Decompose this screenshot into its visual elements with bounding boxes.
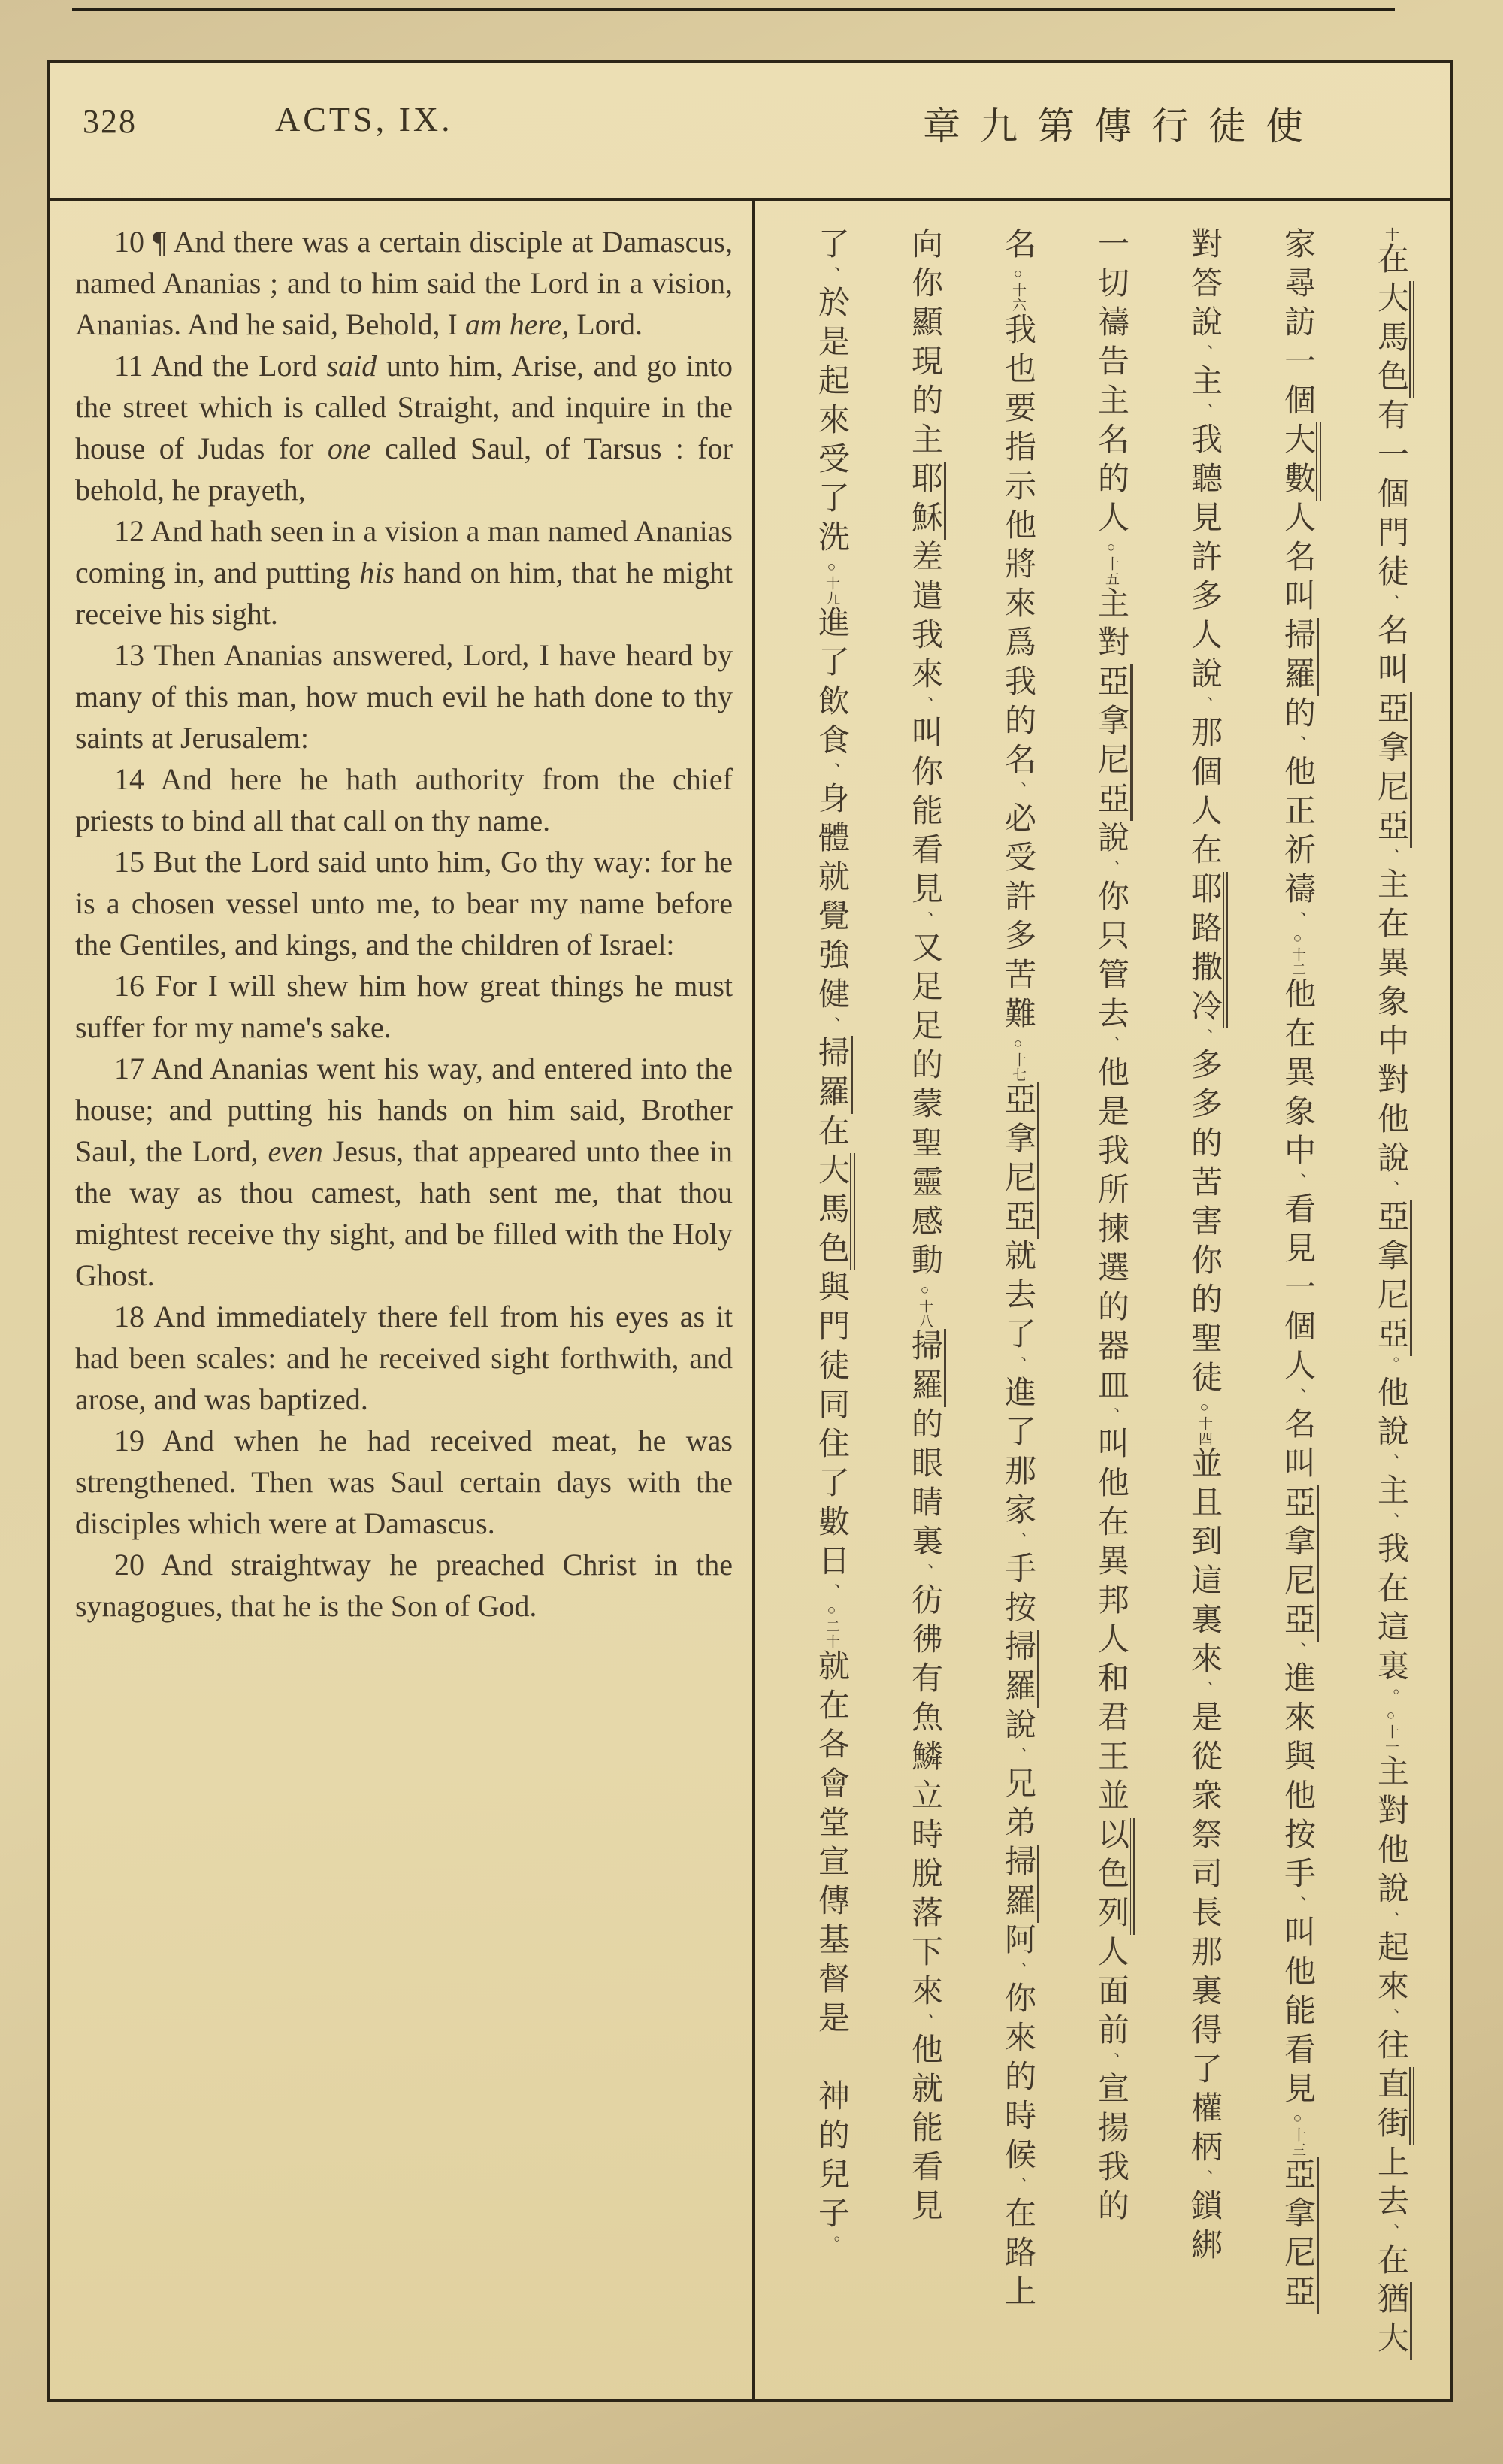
verse-text: 17 And Ananias went his way, and entered into the house; and putting his hands on him said, Brother Saul, the Lord, [75,1052,733,1168]
verse-text: 18 And immediately there fell from his eyes as it had been scales: and he received sight forthwith, and arose, and was baptized. [75,1300,733,1416]
punctuation-mark: 、 [915,911,934,931]
chinese-text: 在 [1373,242,1408,281]
punctuation-mark: 、 [1009,2177,1027,2196]
verse-paragraph [75,510,733,634]
verse-number-marker: ○十六 [1010,266,1026,313]
punctuation-mark: 。 [1381,1688,1400,1708]
supplied-word-italic: his [359,555,395,589]
verse-paragraph [75,1048,733,1296]
chinese-text: 說、你只管去、他是我所揀選的器皿、叫他在異邦人和君王並 [1093,821,1128,1818]
chinese-column [1250,227,1344,2362]
chinese-text: 家尋訪一個 [1280,227,1314,422]
chinese-column [1344,227,1437,2362]
proper-name: 亞拿尼亞 [1280,1485,1319,1642]
verse-paragraph [75,841,733,965]
chinese-text: 就去了、進了那家、手按 [1000,1239,1035,1630]
verse-number-marker: ○十九 [824,559,839,606]
proper-name: 大馬色 [1373,281,1414,398]
punctuation-mark: 、 [1195,2169,1214,2189]
chinese-text: 、主在異象中對他說、 [1373,848,1408,1200]
running-title-english: ACTS, IX. [275,100,453,138]
chinese-text: 就在各會堂宣傳基督是 神的兒子。 [814,1649,848,2255]
verse-number-marker: ○十三 [1290,2111,1305,2157]
verse-number-marker: ○十二 [1290,931,1305,977]
punctuation-mark: 、 [915,696,934,716]
punctuation-mark: 、 [1381,848,1400,867]
punctuation-mark: 、 [1381,1911,1400,1930]
chinese-text: 並且到這裏來、是從衆祭司長那裏得了權柄、鎖綁 [1187,1446,1221,2267]
chinese-text-column [755,201,1450,2399]
proper-name: 猶大 [1373,2282,1412,2360]
punctuation-mark: 、 [1195,1028,1214,1048]
chinese-text: 、多多的苦害你的聖徒 [1187,1028,1221,1400]
verse-text: called Saul, of Tarsus : for behold, he prayeth, [75,431,733,507]
proper-name: 大馬色 [814,1153,855,1270]
verse-number-marker: ○十四 [1196,1400,1212,1446]
punctuation-mark: 、 [1102,1036,1120,1055]
proper-name: 掃羅 [814,1036,853,1114]
punctuation-mark: 、 [1195,344,1214,364]
punctuation-mark: 、 [1288,911,1307,931]
punctuation-mark: 、 [1288,1642,1307,1661]
verse-text: 14 And here he hath authority from the chief priests to bind all that call on thy name. [75,762,733,837]
punctuation-mark: 、 [1009,1532,1027,1551]
verse-paragraph [75,221,733,345]
punctuation-mark: 、 [1102,2052,1120,2072]
proper-name: 以色列 [1093,1818,1135,1935]
verse-number-marker: ○十一 [1383,1708,1399,1754]
chinese-text: 他在異象中、看見一個人、名叫 [1280,977,1314,1485]
proper-name: 耶穌 [907,462,946,540]
verse-number-marker: 十 [1383,227,1399,242]
chinese-text: 人面前、宣揚我的 [1093,1935,1128,2228]
punctuation-mark: 、 [1381,2008,1400,2028]
punctuation-mark: 、 [1288,1173,1307,1192]
chinese-text: 了、於是起來受了洗 [814,227,848,559]
proper-name: 亞拿尼亞 [1093,664,1133,821]
proper-name: 掃羅 [1000,1845,1039,1923]
chinese-text: 一切禱告主名的人 [1093,227,1128,540]
chinese-text: 向你顯現的主 [907,227,942,462]
chinese-text: 對答說、主、我聽見許多人說、那個人在 [1187,227,1221,872]
chinese-column [971,227,1064,2362]
punctuation-mark: 、 [1288,1896,1307,1915]
punctuation-mark: 、 [1288,735,1307,755]
verse-text: 16 For I will shew him how great things he must suffer for my name's sake. [75,969,733,1044]
chinese-text: 有一個門徒、名叫 [1373,398,1408,692]
punctuation-mark: 、 [1009,1747,1027,1766]
punctuation-mark: 、 [822,1583,841,1603]
punctuation-mark: 。 [822,2235,841,2255]
punctuation-mark: 、 [1381,1512,1400,1532]
verse-text: 12 And hath seen in a vision a man named Ananias coming in, and putting [75,514,733,589]
page-top-rule [72,8,1395,11]
punctuation-mark: 、 [1195,696,1214,716]
supplied-word-italic: am here, [464,307,570,341]
chinese-text: 名 [1000,227,1035,266]
verse-paragraph [75,965,733,1048]
chinese-text: 與門徒同住了數日、 [814,1270,848,1603]
chinese-text: 人名叫 [1280,501,1314,618]
running-title-chinese: 章九第傳行徒使 [923,105,1323,147]
proper-name: 直街 [1373,2067,1414,2145]
page-header [50,63,1450,201]
punctuation-mark: 、 [1195,403,1214,422]
punctuation-mark: 、 [1102,860,1120,879]
proper-name: 亞拿尼亞 [1280,2157,1319,2314]
proper-name: 掃羅 [907,1329,946,1407]
proper-name: 耶路撒冷 [1187,872,1228,1028]
chinese-text: 在 [814,1114,848,1153]
supplied-word-italic: said [326,349,377,383]
chinese-column [1157,227,1250,2362]
verse-number-marker: ○十八 [917,1282,933,1329]
punctuation-mark: 、 [1009,1962,1027,1981]
verse-number-marker: ○二十 [824,1603,839,1649]
page-number: 328 [83,103,137,140]
verse-text: 19 And when he had received meat, he was strengthened. Then was Saul certain days with the disciples which were at Damascus. [75,1424,733,1540]
punctuation-mark: 、 [822,1016,841,1036]
supplied-word-italic: even [268,1134,323,1168]
punctuation-mark: 。 [1381,1356,1400,1376]
proper-name: 亞拿尼亞 [1373,692,1412,848]
chinese-text: 的、他正祈禱、 [1280,696,1314,931]
supplied-word-italic: one [327,431,371,465]
chinese-column [1064,227,1157,2362]
proper-name: 大數 [1280,422,1321,501]
verse-text: hand on him, that he might receive his sight. [75,555,733,631]
verse-text: 13 Then Ananias answered, Lord, I have heard by many of this man, how much evil he hath done to thy saints at Jerusalem: [75,638,733,755]
page-frame [47,60,1453,2402]
verse-text: Jesus, that appeared unto thee in the way as thou camest, hath sent me, that thou mightest receive thy sight, and be filled with the Holy Ghost. [75,1134,733,1292]
punctuation-mark: 、 [1381,1180,1400,1200]
verse-paragraph [75,345,733,510]
chinese-text: 我也要指示他將來爲我的名、必受許多苦難 [1000,313,1035,1036]
punctuation-mark: 、 [915,2013,934,2033]
chinese-column [785,227,878,2362]
verse-text: 11 And the Lord [114,349,327,383]
proper-name: 掃羅 [1280,618,1319,696]
proper-name: 掃羅 [1000,1630,1039,1708]
punctuation-mark: 、 [1381,1454,1400,1473]
verse-paragraph [75,1296,733,1420]
verse-paragraph [75,1420,733,1544]
chinese-text: 差遣我來、叫你能看見、又足足的蒙聖靈感動 [907,540,942,1282]
proper-name: 亞拿尼亞 [1000,1082,1039,1239]
chinese-text: 進了飲食、身體就覺強健、 [814,606,848,1036]
verse-text: unto him, Arise, and go into the street which is called Straight, and inquire in the house of Judas for [75,349,733,465]
page-body [50,201,1450,2399]
verse-text: Lord. [569,307,643,341]
verse-number-marker: ○十七 [1010,1036,1026,1082]
punctuation-mark: 、 [822,762,841,782]
verse-number-marker: ○十五 [1103,540,1119,586]
punctuation-mark: 、 [822,266,841,286]
verse-paragraph [75,634,733,758]
chinese-text: 上去、在 [1373,2145,1408,2282]
chinese-text: 說、兄弟 [1000,1708,1035,1845]
punctuation-mark: 、 [1009,782,1027,801]
punctuation-mark: 、 [1381,594,1400,613]
chinese-column [878,227,971,2362]
verse-paragraph [75,758,733,841]
punctuation-mark: 、 [1288,1388,1307,1407]
punctuation-mark: 、 [1102,1407,1120,1427]
english-text-column [50,201,752,2399]
chinese-text: 阿、你來的時候、在路上 [1000,1923,1035,2314]
verse-text: 10 ¶ And there was a certain disciple at Damascus, named Ananias ; and to him said the Lord in a vision, Ananias. And he said, Behold, I [75,225,733,341]
chinese-text: 主對他說、起來、往 [1373,1754,1408,2067]
verse-paragraph [75,1544,733,1627]
proper-name: 亞拿尼亞 [1373,1200,1412,1356]
verse-text: 20 And straightway he preached Christ in the synagogues, that he is the Son of God. [75,1548,733,1623]
chinese-text: 的眼睛裏、彷彿有魚鱗立時脫落下來、他就能看見 [907,1407,942,2228]
punctuation-mark: 、 [1195,1681,1214,1700]
chinese-text: 、進來與他按手、叫他能看見 [1280,1642,1314,2111]
chinese-text: 。他說、主、我在這裏。 [1373,1356,1408,1708]
punctuation-mark: 、 [1009,1356,1027,1376]
chinese-text: 主對 [1093,586,1128,664]
punctuation-mark: 、 [1381,2223,1400,2243]
verse-text: 15 But the Lord said unto him, Go thy way: for he is a chosen vessel unto me, to bear my name before the Gentiles, and kings, and the children of Israel: [75,845,733,961]
punctuation-mark: 、 [915,1563,934,1583]
